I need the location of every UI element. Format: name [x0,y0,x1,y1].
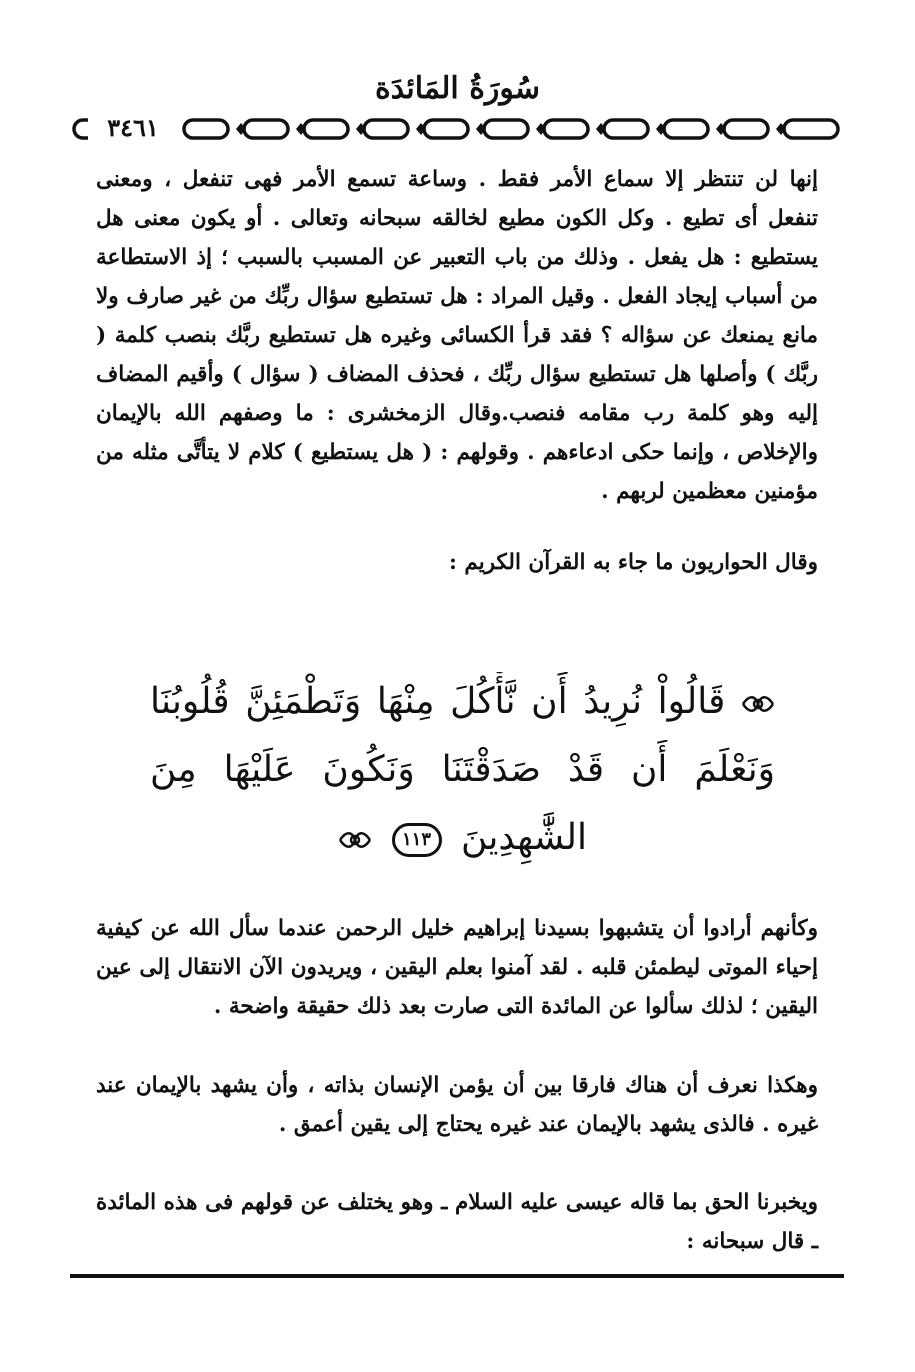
paragraph-commentary: إنها لن تنتظر إلا سماع الأمر فقط . وساعة تسمع الأمر فهى تنفعل ، ومعنى تنفعل أى تطيع . وكل الكون مطيع لخالقه سبحانه وتعالى . أو يكون معنى هل يستطيع : هل يفعل . وذلك من باب التعبير عن المسبب بالسبب ؛ إذ الاستطاعة من أسباب إيجاد الفعل . وقيل المراد : هل تستطيع سؤال ربِّك من غير صارف ولا مانع يمنعك عن سؤاله ؟ فقد قرأ الكسائى وغيره هل تستطيع ربَّك بنصب كلمة ( ربَّك ) وأصلها هل تستطيع سؤال ربِّك ، فحذف المضاف ( سؤال ) وأقيم المضاف إليه وهو كلمة رب مقامه فنصب.وقال الزمخشرى : ما وصفهم الله بالإيمان والإخلاص ، وإنما حكى ادعاءهم . وقولهم : ( هل يستطيع ) كلام لا يتأتَّى مثله من مؤمنين معظمين لربهم . [96,167,818,504]
arabesque-ornament-icon [338,823,372,857]
verse-text-3: الشَّٰهِدِينَ [460,817,587,858]
verse-line-3 [150,808,775,868]
surah-title: سُورَةُ المَائدَة [374,71,541,106]
paragraph-ibrahim: وكأنهم أرادوا أن يتشبهوا بسيدنا إبراهيم خليل الرحمن عندما سأل الله عن كيفية إحياء الموتى ليطمئن قلبه . لقد آمنوا بعلم اليقين ، ويريدون الآن الانتقال إلى عين اليقين ؛ لذلك سألوا عن المائدة التى صارت بعد ذلك حقيقة واضحة . [96,916,818,1019]
header-chain-border [72,114,842,144]
verse-line-1 [150,672,775,732]
paragraph-intro-verse: وقال الحواريون ما جاء به القرآن الكريم : [448,550,818,575]
ayah-number-marker: ١١٣ [392,823,442,857]
verse-text-1: قَالُواْ نُرِيدُ أَن نَّأْكُلَ مِنْهَا وَتَطْمَئِنَّ قُلُوبُنَا [150,681,726,722]
footer-rule [70,1274,844,1278]
verse-line-2 [150,740,775,800]
arabesque-ornament-icon [741,687,775,721]
paragraph-faith: وهكذا نعرف أن هناك فارقا بين أن يؤمن الإنسان بذاته ، وأن يشهد بالإيمان عند غيره . فالذى يشهد بالإيمان عند غيره يحتاج إلى يقين أعمق . [96,1073,818,1137]
paragraph-isa: ويخبرنا الحق بما قاله عيسى عليه السلام ـ وهو يختلف عن قولهم فى هذه المائدة ـ قال سبحانه : [96,1190,818,1254]
verse-text-2: وَنَعْلَمَ أَن قَدْ صَدَقْتَنَا وَنَكُونَ عَلَيْهَا مِنَ [150,749,775,790]
page-number: ٣٤٦١ [88,112,178,144]
